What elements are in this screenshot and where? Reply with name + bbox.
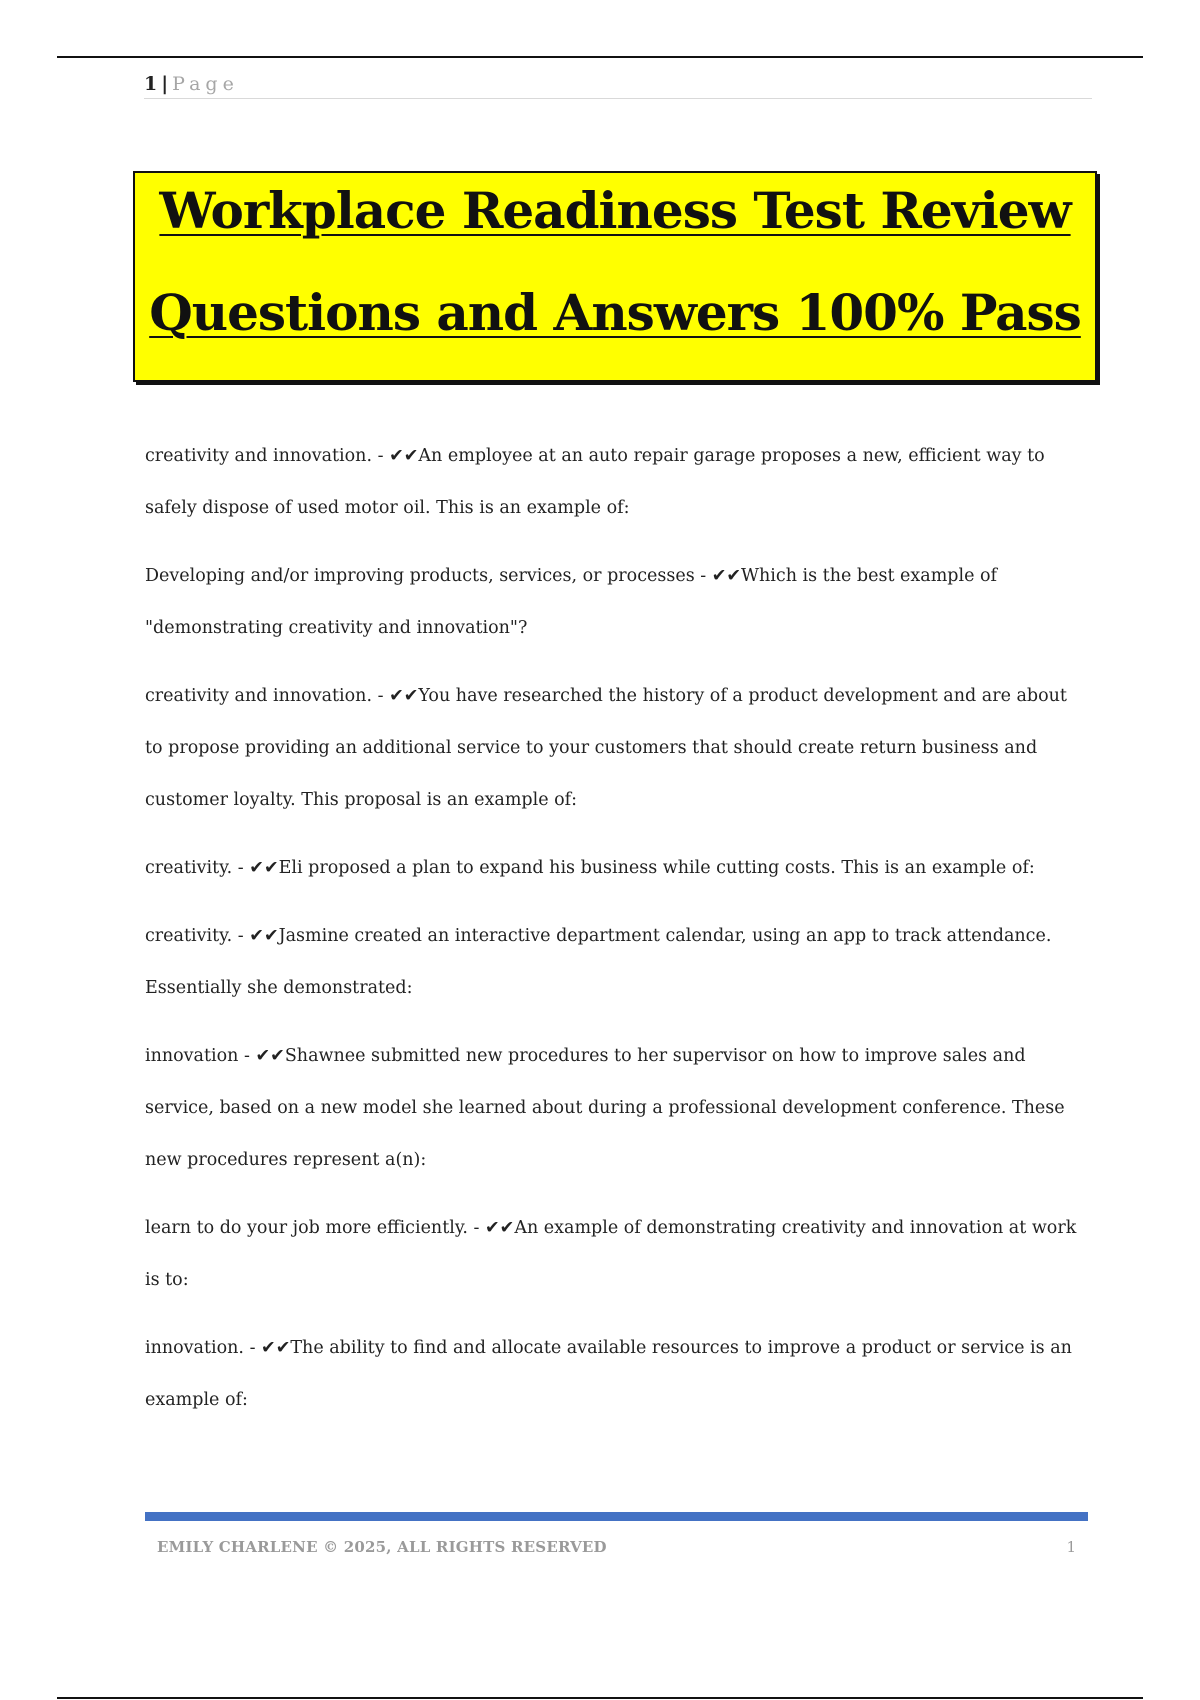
double-check-icon: ✔✔ [249,926,279,946]
title-box [133,171,1097,382]
qa-separator: - [244,1338,262,1358]
qa-answer: learn to do your job more efficiently. [145,1218,468,1238]
qa-item [145,1202,1085,1306]
qa-question: The ability to find and allocate available resources to improve a product or service is an example of: [145,1338,1072,1410]
qa-answer: creativity and innovation. [145,446,373,466]
qa-separator: - [372,686,390,706]
title-line-1 [135,181,1095,241]
qa-separator: - [372,446,390,466]
qa-question: You have researched the history of a product development and are about to propose providing an additional service to your customers that should create return business and customer loyalty. This proposal is an example of: [145,686,1067,810]
title-line-1-text: Workplace Readiness Test Review [159,181,1071,240]
qa-answer: Developing and/or improving products, services, or processes [145,566,695,586]
qa-question: Jasmine created an interactive department calendar, using an app to track attendance. Essentially she demonstrated: [145,926,1052,998]
qa-separator: - [232,858,250,878]
double-check-icon: ✔✔ [485,1218,515,1238]
double-check-icon: ✔✔ [261,1338,291,1358]
qa-question: An employee at an auto repair garage proposes a new, efficient way to safely dispose of used motor oil. This is an example of: [145,446,1045,518]
qa-item [145,842,1085,894]
page-header [144,72,1092,99]
footer-page-number: 1 [1066,1538,1076,1556]
qa-separator: - [238,1046,256,1066]
double-check-icon: ✔✔ [389,446,419,466]
footer-bar [145,1512,1088,1521]
top-rule [57,56,1143,58]
bottom-rule [57,1697,1143,1699]
qa-question: Shawnee submitted new procedures to her supervisor on how to improve sales and service, based on a new model she learned about during a professional development conference. These new procedures represent a(n): [145,1046,1065,1170]
footer-copyright: EMILY CHARLENE © 2025, ALL RIGHTS RESERVED [157,1538,607,1556]
qa-list [145,430,1085,1442]
qa-item [145,1322,1085,1426]
double-check-icon: ✔✔ [249,858,279,878]
qa-answer: creativity and innovation. [145,686,373,706]
title-line-2-text: Questions and Answers 100% Pass [149,283,1081,342]
double-check-icon: ✔✔ [389,686,419,706]
qa-separator: - [467,1218,485,1238]
qa-item [145,430,1085,534]
double-check-icon: ✔✔ [255,1046,285,1066]
qa-question: Eli proposed a plan to expand his business while cutting costs. This is an example of: [278,858,1035,878]
double-check-icon: ✔✔ [711,566,742,586]
qa-question: Which is the best example of "demonstrating creativity and innovation"? [145,566,998,638]
qa-answer: innovation. [145,1338,244,1358]
header-page-number: 1 [144,73,158,95]
qa-item [145,550,1085,654]
qa-separator: - [694,566,712,586]
qa-separator: - [232,926,250,946]
qa-item [145,1030,1085,1186]
qa-item [145,910,1085,1014]
header-page-word: Page [172,73,239,95]
qa-answer: creativity. [145,926,233,946]
qa-answer: creativity. [145,858,233,878]
title-line-2 [135,283,1095,343]
qa-question: An example of demonstrating creativity and innovation at work is to: [145,1218,1077,1290]
header-separator: | [161,73,169,95]
qa-answer: innovation [145,1046,239,1066]
qa-item [145,670,1085,826]
